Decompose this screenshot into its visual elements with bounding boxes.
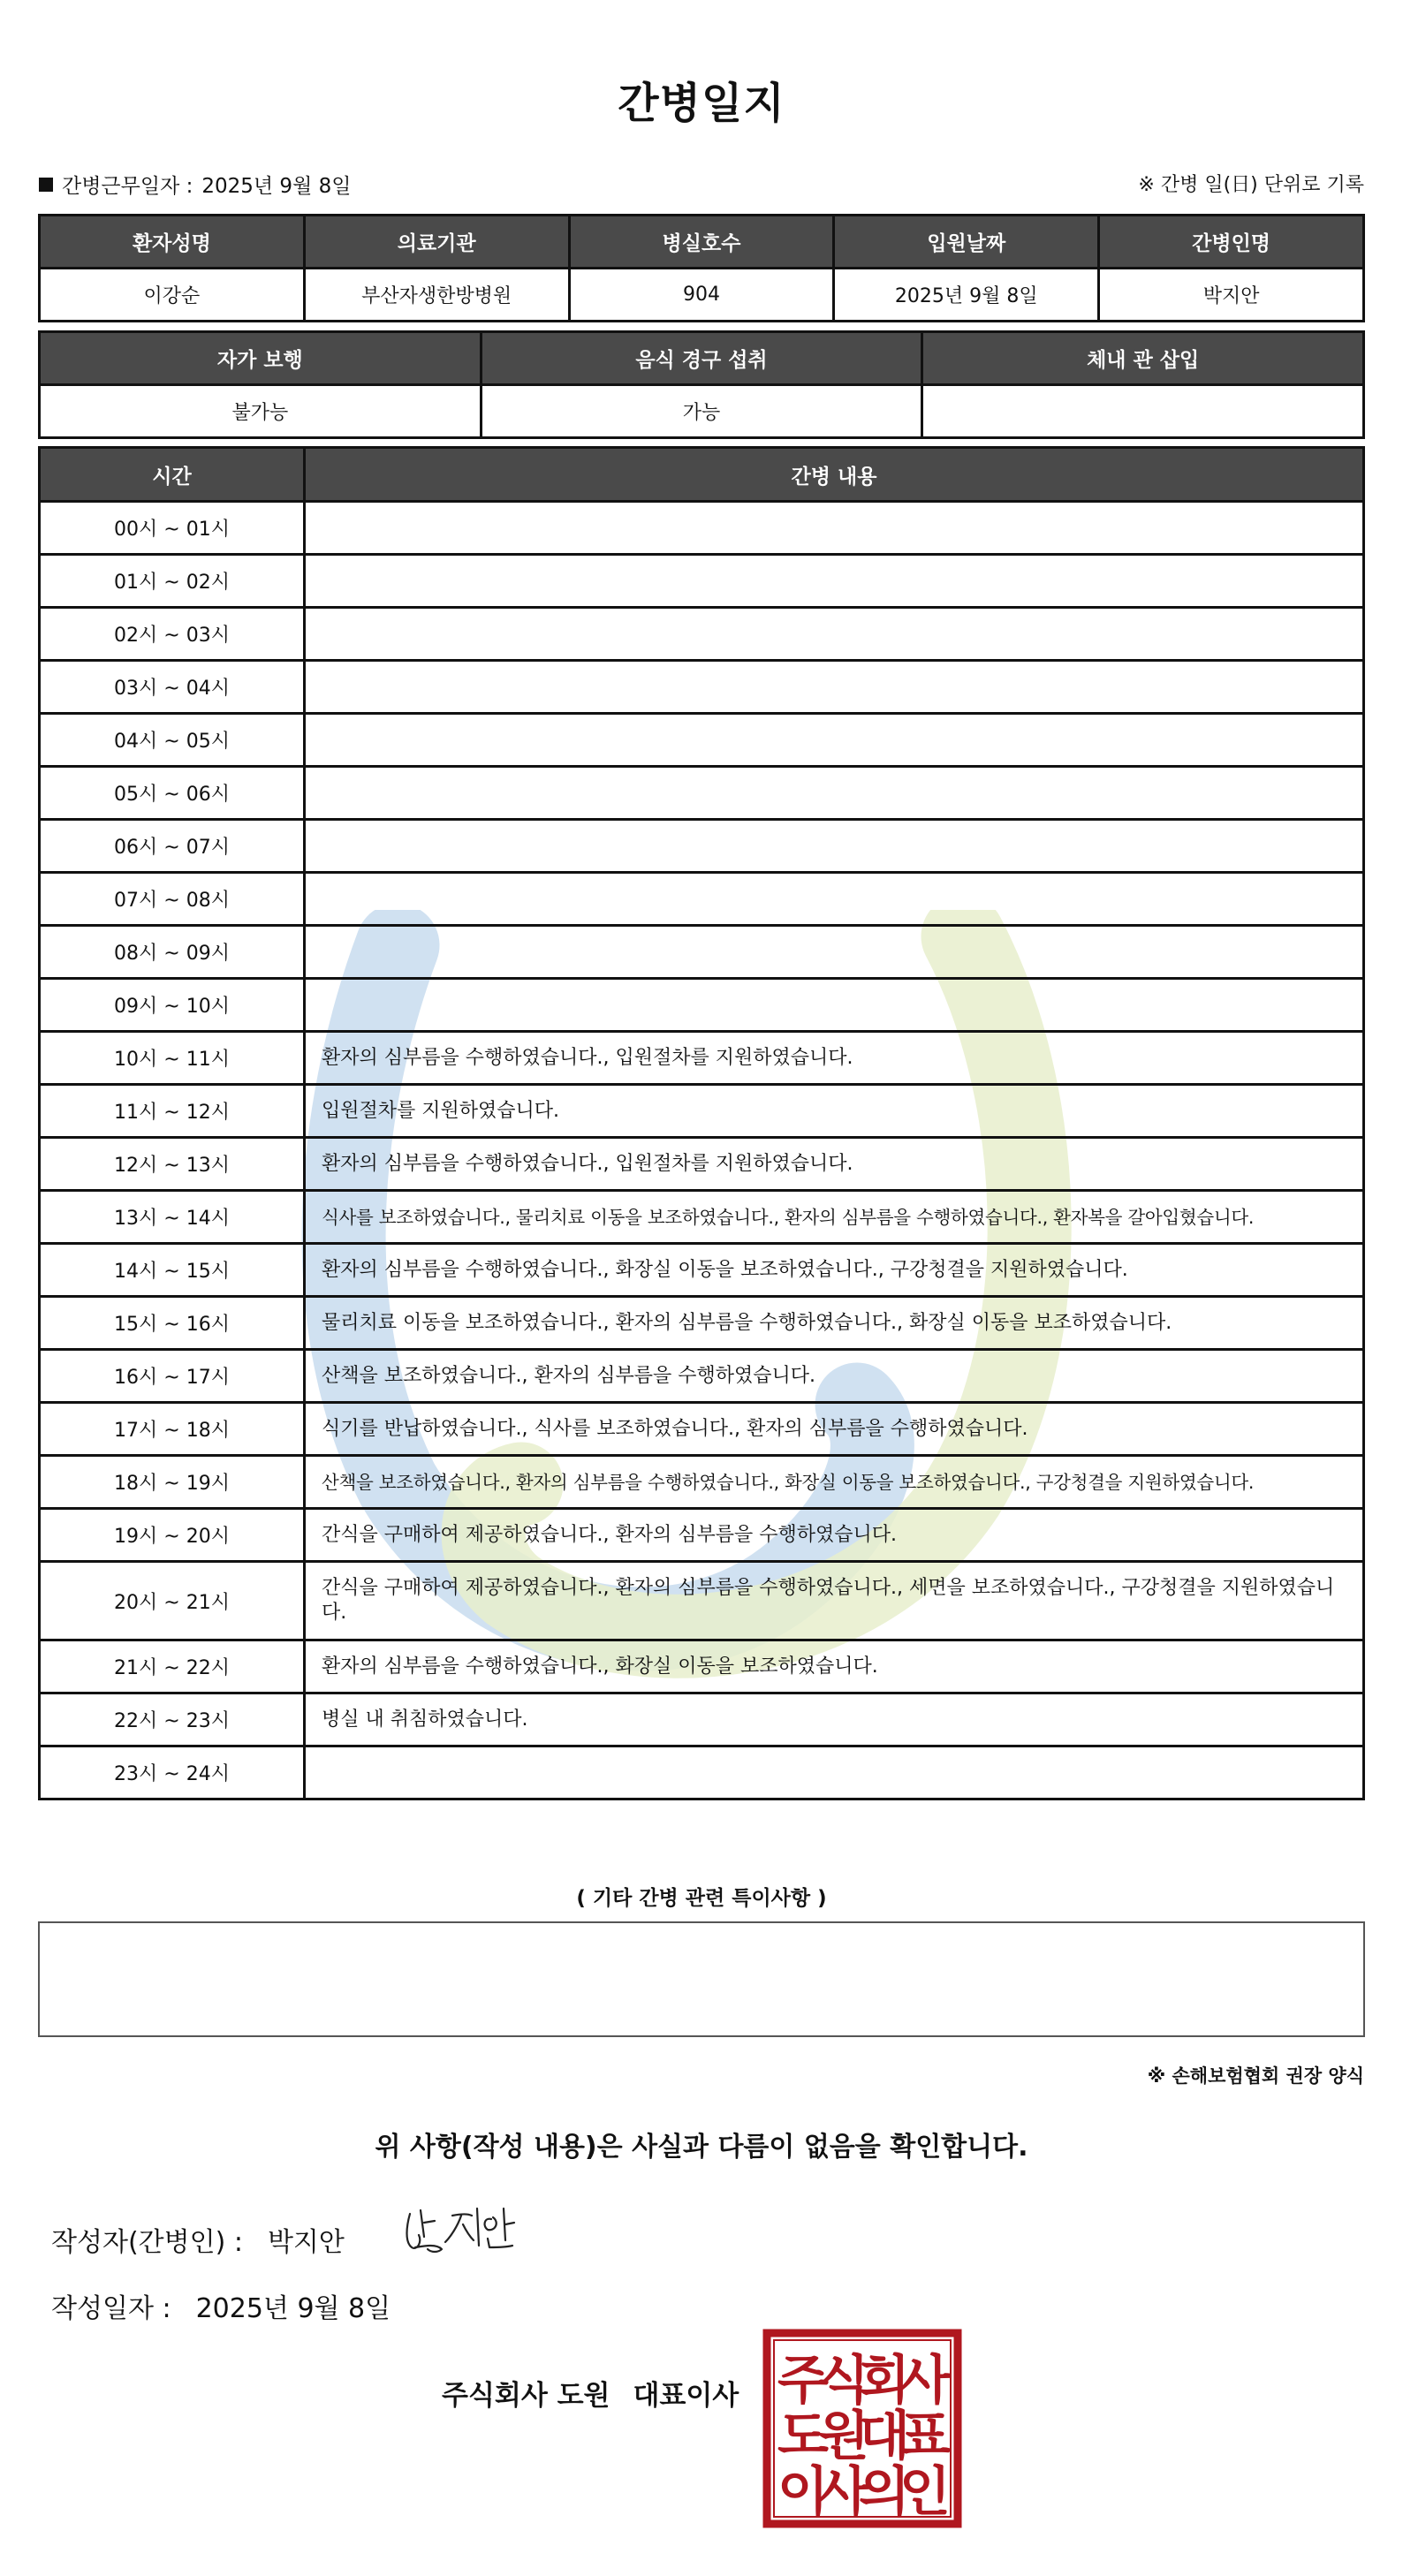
patient-condition-table [38, 330, 1365, 439]
company-name: 주식회사 도원 [442, 2380, 610, 2412]
log-time: 14시 ~ 15시 [40, 1244, 305, 1297]
header-time: 시간 [40, 448, 305, 502]
log-row [40, 1456, 1364, 1509]
log-row [40, 1746, 1364, 1799]
log-content: 간식을 구매하여 제공하였습니다., 환자의 심부름을 수행하였습니다. [305, 1509, 1364, 1562]
log-time: 05시 ~ 06시 [40, 767, 305, 820]
header-room: 병실호수 [569, 216, 834, 269]
log-row [40, 1297, 1364, 1350]
document-title: 간병일지 [618, 79, 785, 128]
log-row [40, 979, 1364, 1032]
svg-text:회: 회 [859, 2350, 910, 2412]
log-content: 환자의 심부름을 수행하였습니다., 화장실 이동을 보조하였습니다., 구강청결을 지원하였습니다. [305, 1244, 1364, 1297]
log-row [40, 1244, 1364, 1297]
log-content: 물리치료 이동을 보조하였습니다., 환자의 심부름을 수행하였습니다., 화장실 이동을 보조하였습니다. [305, 1297, 1364, 1350]
patient-info-table [38, 214, 1365, 322]
header-caregiver-name: 간병인명 [1099, 216, 1364, 269]
log-time: 00시 ~ 01시 [40, 502, 305, 555]
log-row [40, 767, 1364, 820]
log-content [305, 1746, 1364, 1799]
author-line [51, 2220, 345, 2259]
log-content [305, 608, 1364, 661]
log-row [40, 1138, 1364, 1191]
svg-text:사: 사 [818, 2461, 869, 2523]
log-content: 간식을 구매하여 제공하였습니다., 환자의 심부름을 수행하였습니다., 세면을 보조하였습니다., 구강청결을 지원하였습니다. [305, 1562, 1364, 1640]
patient-name: 이강순 [40, 269, 305, 322]
tube-value [922, 385, 1364, 438]
log-row [40, 1191, 1364, 1244]
log-row [40, 1562, 1364, 1640]
log-content [305, 555, 1364, 608]
log-time: 06시 ~ 07시 [40, 820, 305, 873]
log-content: 입원절차를 지원하였습니다. [305, 1085, 1364, 1138]
svg-text:의: 의 [859, 2461, 910, 2523]
confirmation-statement: 위 사항(작성 내용)은 사실과 다름이 없음을 확인합니다. [375, 2132, 1028, 2163]
oral-intake-value: 가능 [481, 385, 922, 438]
author-label: 작성자(간병인) : [51, 2227, 243, 2258]
log-time: 18시 ~ 19시 [40, 1456, 305, 1509]
svg-text:도: 도 [777, 2406, 829, 2467]
company-title: 대표이사 [633, 2380, 739, 2412]
log-row [40, 1640, 1364, 1693]
log-row [40, 661, 1364, 714]
header-hospital: 의료기관 [304, 216, 569, 269]
walking-value: 불가능 [40, 385, 482, 438]
log-row [40, 1403, 1364, 1456]
log-content [305, 873, 1364, 926]
log-time: 16시 ~ 17시 [40, 1350, 305, 1403]
log-content: 환자의 심부름을 수행하였습니다., 화장실 이동을 보조하였습니다. [305, 1640, 1364, 1693]
log-content [305, 661, 1364, 714]
log-content: 산책을 보조하였습니다., 환자의 심부름을 수행하였습니다. [305, 1350, 1364, 1403]
log-row [40, 555, 1364, 608]
svg-text:사: 사 [899, 2350, 951, 2412]
log-row [40, 820, 1364, 873]
header-tube: 체내 관 삽입 [922, 332, 1364, 385]
log-time: 07시 ~ 08시 [40, 873, 305, 926]
log-time: 22시 ~ 23시 [40, 1693, 305, 1746]
log-time: 12시 ~ 13시 [40, 1138, 305, 1191]
written-date-label: 작성일자 : [51, 2293, 171, 2324]
log-content: 환자의 심부름을 수행하였습니다., 입원절차를 지원하였습니다. [305, 1032, 1364, 1085]
svg-text:인: 인 [899, 2461, 951, 2523]
written-date-line [51, 2286, 391, 2325]
header-admission-date: 입원날짜 [834, 216, 1099, 269]
log-content [305, 502, 1364, 555]
company-line [442, 2373, 739, 2413]
work-date [39, 170, 351, 199]
log-row [40, 1085, 1364, 1138]
header-care-content: 간병 내용 [305, 448, 1364, 502]
log-content: 식기를 반납하였습니다., 식사를 보조하였습니다., 환자의 심부름을 수행하였습니다. [305, 1403, 1364, 1456]
header-walking: 자가 보행 [40, 332, 482, 385]
svg-text:표: 표 [899, 2406, 951, 2467]
log-time: 11시 ~ 12시 [40, 1085, 305, 1138]
recording-note: ※ 간병 일(日) 단위로 기록 [1138, 174, 1364, 196]
care-log-table [38, 446, 1365, 1800]
log-content [305, 767, 1364, 820]
log-time: 04시 ~ 05시 [40, 714, 305, 767]
svg-text:주: 주 [777, 2350, 829, 2412]
log-content: 병실 내 취침하였습니다. [305, 1693, 1364, 1746]
log-time: 17시 ~ 18시 [40, 1403, 305, 1456]
caregiver-name: 박지안 [1099, 269, 1364, 322]
work-date-value: 2025년 9월 8일 [201, 175, 352, 198]
author-name: 박지안 [267, 2227, 345, 2258]
svg-text:식: 식 [818, 2350, 869, 2412]
log-content [305, 926, 1364, 979]
hospital: 부산자생한방병원 [304, 269, 569, 322]
svg-text:원: 원 [818, 2406, 869, 2467]
svg-text:이: 이 [777, 2461, 829, 2523]
notes-title: ( 기타 간병 관련 특이사항 ) [576, 1887, 827, 1910]
handwritten-signature [399, 2196, 532, 2260]
log-content [305, 979, 1364, 1032]
svg-text:대: 대 [859, 2406, 910, 2467]
log-time: 03시 ~ 04시 [40, 661, 305, 714]
log-content: 식사를 보조하였습니다., 물리치료 이동을 보조하였습니다., 환자의 심부름을 수행하였습니다., 환자복을 갈아입혔습니다. [305, 1191, 1364, 1244]
log-time: 08시 ~ 09시 [40, 926, 305, 979]
room-number: 904 [569, 269, 834, 322]
header-patient-name: 환자성명 [40, 216, 305, 269]
log-row [40, 926, 1364, 979]
log-row [40, 1350, 1364, 1403]
log-time: 15시 ~ 16시 [40, 1297, 305, 1350]
notes-box [38, 1921, 1365, 2037]
log-content [305, 820, 1364, 873]
log-time: 19시 ~ 20시 [40, 1509, 305, 1562]
log-time: 09시 ~ 10시 [40, 979, 305, 1032]
log-time: 01시 ~ 02시 [40, 555, 305, 608]
log-time: 13시 ~ 14시 [40, 1191, 305, 1244]
log-time: 21시 ~ 22시 [40, 1640, 305, 1693]
admission-date: 2025년 9월 8일 [834, 269, 1099, 322]
log-time: 20시 ~ 21시 [40, 1562, 305, 1640]
log-row [40, 1032, 1364, 1085]
log-row [40, 1693, 1364, 1746]
log-content: 산책을 보조하였습니다., 환자의 심부름을 수행하였습니다., 화장실 이동을 보조하였습니다., 구강청결을 지원하였습니다. [305, 1456, 1364, 1509]
log-row [40, 714, 1364, 767]
log-content [305, 714, 1364, 767]
recommendation-note: ※ 손해보험협회 권장 양식 [1147, 2065, 1364, 2087]
log-row [40, 873, 1364, 926]
square-bullet-icon [39, 178, 53, 192]
written-date-value: 2025년 9월 8일 [195, 2293, 391, 2324]
company-seal-stamp [762, 2328, 963, 2529]
log-time: 02시 ~ 03시 [40, 608, 305, 661]
log-time: 10시 ~ 11시 [40, 1032, 305, 1085]
log-time: 23시 ~ 24시 [40, 1746, 305, 1799]
log-row [40, 1509, 1364, 1562]
log-row [40, 502, 1364, 555]
header-oral-intake: 음식 경구 섭취 [481, 332, 922, 385]
work-date-label: 간병근무일자 : [62, 175, 193, 198]
log-content: 환자의 심부름을 수행하였습니다., 입원절차를 지원하였습니다. [305, 1138, 1364, 1191]
log-row [40, 608, 1364, 661]
